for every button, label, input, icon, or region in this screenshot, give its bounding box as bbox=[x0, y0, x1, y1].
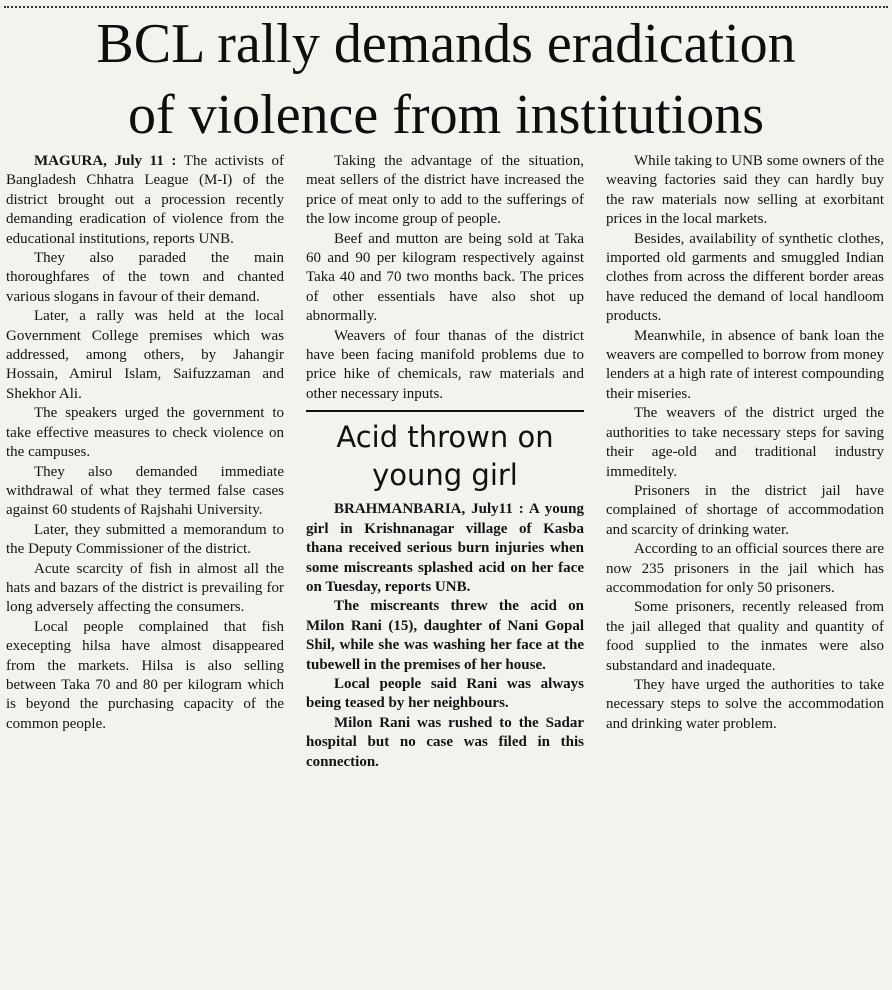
paragraph-text: The activists of Bangladesh Chhatra League (M-I) of the district brought out a procession recently demanding eradication of violence from the educational institutions, reports UNB. bbox=[6, 153, 284, 247]
paragraph bbox=[6, 152, 284, 249]
column-3 bbox=[606, 152, 884, 734]
paragraph: Beef and mutton are being sold at Taka 60 and 90 per kilogram respectively against Taka 40 and 70 two months back. The prices of other essentials have also shot up abnormally. bbox=[306, 230, 584, 325]
dateline: MAGURA, July 11 : bbox=[34, 153, 177, 169]
paragraph-text: A young girl in Krishnanagar village of Kasba thana received serious burn injuries when some miscreants splashed acid on her face on Tuesday, reports UNB. bbox=[306, 501, 584, 595]
top-dotted-rule bbox=[4, 6, 888, 8]
subhead-divider bbox=[306, 410, 584, 412]
paragraph: While taking to UNB some owners of the weaving factories said they can hardly buy the raw materials now selling at exorbitant prices in the local markets. bbox=[606, 153, 884, 228]
paragraph: Taking the advantage of the situation, meat sellers of the district have increased the price of meat only to add to the sufferings of the low income group of people. bbox=[306, 153, 584, 228]
subheadline bbox=[306, 418, 584, 494]
paragraph: Meanwhile, in absence of bank loan the weavers are compelled to borrow from money lenders at a high rate of interest compounding their miseries. bbox=[606, 327, 884, 402]
column-1 bbox=[6, 152, 284, 734]
dateline: BRAHMANBARIA, July11 : bbox=[334, 501, 524, 518]
paragraph: The miscreants threw the acid on Milon Rani (15), daughter of Nani Gopal Shil, while she was washing her face at the tubewell in the premises of her house. bbox=[306, 598, 584, 673]
paragraph: Weavers of four thanas of the district have been facing manifold problems due to price hike of chemicals, raw materials and other necessary inputs. bbox=[306, 327, 584, 402]
paragraph: Acute scarcity of fish in almost all the hats and bazars of the district is prevailing for long adversely affecting the consumers. bbox=[6, 560, 284, 616]
subheadline-line-2: young girl bbox=[372, 458, 518, 493]
paragraph: Later, they submitted a memorandum to the Deputy Commissioner of the district. bbox=[6, 521, 284, 558]
paragraph: According to an official sources there are now 235 prisoners in the jail which has accommodation for only 50 prisoners. bbox=[606, 541, 884, 596]
headline-line-2: of violence from institutions bbox=[127, 84, 765, 146]
paragraph: They also demanded immediate withdrawal of what they termed false cases against 60 students of Rajshahi University. bbox=[6, 463, 284, 519]
column-2 bbox=[306, 152, 584, 772]
paragraph: Besides, availability of synthetic clothes, imported old garments and smuggled Indian clothes from across the different border areas have reduced the demand of local handloom products. bbox=[606, 230, 884, 325]
paragraph: Milon Rani was rushed to the Sadar hospital but no case was filed in this connection. bbox=[306, 714, 584, 770]
paragraph: Some prisoners, recently released from the jail alleged that quality and quantity of food supplied to the inmates were also substandard and inadequate. bbox=[606, 599, 884, 674]
paragraph: They have urged the authorities to take necessary steps to solve the accommodation and drinking water problem. bbox=[606, 676, 884, 732]
paragraph: Prisoners in the district jail have complained of shortage of accommodation and scarcity of drinking water. bbox=[606, 482, 884, 538]
paragraph: The speakers urged the government to take effective measures to check violence on the campuses. bbox=[6, 405, 284, 461]
paragraph: They also paraded the main thoroughfares of the town and chanted various slogans in favour of their demand. bbox=[6, 250, 284, 305]
story-acid-thrown bbox=[306, 500, 584, 772]
paragraph: Local people complained that fish execepting hilsa have almost disappeared from the markets. Hilsa is also selling between Taka 70 and 80 per kilogram which is beyond the purchasing capacity of the common people. bbox=[6, 618, 284, 732]
paragraph bbox=[306, 500, 584, 597]
headline-line-1: BCL rally demands eradication bbox=[96, 13, 796, 75]
paragraph: Local people said Rani was always being teased by her neighbours. bbox=[306, 675, 584, 712]
subheadline-line-1: Acid thrown on bbox=[336, 420, 554, 455]
paragraph: Later, a rally was held at the local Government College premises which was addressed, among others, by Jahangir Hossain, Amirul Islam, Saifuzzaman and Shekhor Ali. bbox=[6, 308, 284, 402]
paragraph: The weavers of the district urged the authorities to take necessary steps for saving their age-old and traditional industry immeditely. bbox=[606, 405, 884, 480]
